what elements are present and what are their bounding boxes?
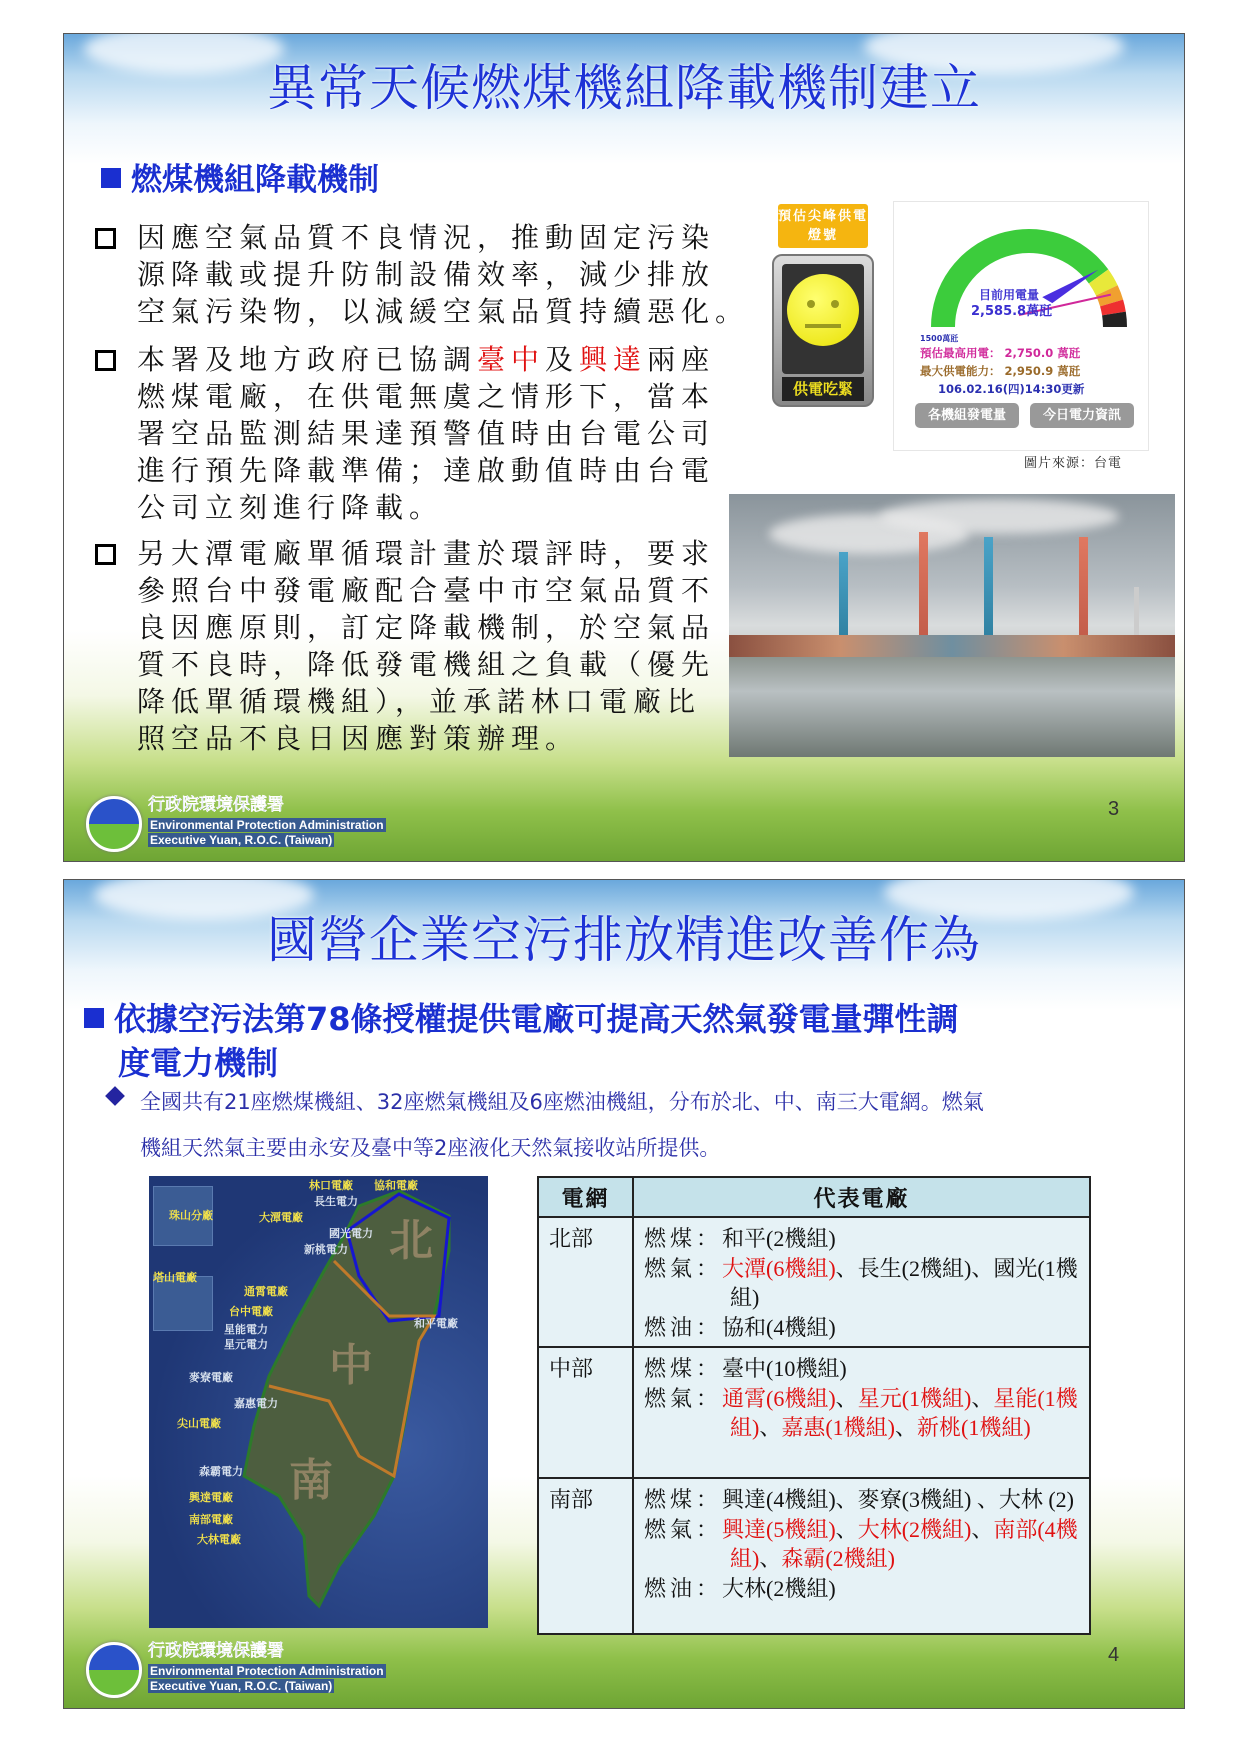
sub-bullet-line1: 全國共有21座燃煤機組、32座燃氣機組及6座燃油機組，分布於北、中、南三大電網。燃氣 xyxy=(140,1090,984,1114)
slide-title: 國營企業空污排放精進改善作為 xyxy=(267,911,981,969)
bullet-line xyxy=(91,610,731,647)
fuel-entry xyxy=(644,1224,1081,1254)
text-segment: 照空品不良日因應對策辦理。 xyxy=(137,724,580,755)
signal-status: 供電吃緊 xyxy=(782,377,864,401)
page-number: 4 xyxy=(1108,1644,1120,1666)
fuel-type-label: 燃油： xyxy=(644,1575,723,1601)
text-segment: 進行預先降載準備；達啟動值時由台電 xyxy=(137,456,716,487)
plant-text: 、 xyxy=(895,1415,918,1440)
plant-text: 興達(4機組)、麥寮(3機組) 、大林 (2) xyxy=(722,1487,1074,1512)
slide-title: 異常天候燃煤機組降載機制建立 xyxy=(267,59,981,117)
plants-cell xyxy=(633,1217,1090,1347)
current-usage-value: 2,585.8萬瓩 xyxy=(971,304,1053,319)
power-gauge-panel xyxy=(893,201,1149,451)
highlight-plant: 嘉惠(1機組) xyxy=(781,1415,895,1440)
logo-cn: 行政院環境保護署 xyxy=(148,1641,284,1661)
fuel-type-label: 燃煤： xyxy=(644,1487,723,1512)
fuel-type-label: 燃煤： xyxy=(644,1226,723,1251)
section-header xyxy=(101,154,379,199)
gauge-dial xyxy=(894,202,1150,342)
col-header-grid: 電網 xyxy=(538,1177,633,1217)
text-segment: 質不良時，降低發電機組之負載（優先 xyxy=(137,650,716,681)
text-segment: 空氣污染物，以減緩空氣品質持續惡化。 xyxy=(137,297,750,328)
plant-text: 協和(4機組) xyxy=(722,1314,836,1340)
text-segment: 降低單循環機組），並承諾林口電廠比 xyxy=(137,687,702,718)
map-plant-label: 嘉惠電力 xyxy=(234,1398,278,1410)
bullet-item xyxy=(91,536,731,758)
section-header-text: 燃煤機組降載機制 xyxy=(131,162,379,198)
bullet-line xyxy=(91,536,731,573)
unit-generation-button[interactable]: 各機組發電量 xyxy=(915,403,1019,428)
region-north: 北 xyxy=(389,1216,433,1265)
highlight-plant: 南部(4機組) xyxy=(730,1516,1078,1571)
bullet-line xyxy=(91,220,731,257)
map-plant-label: 通霄電廠 xyxy=(244,1286,288,1298)
bullet-line xyxy=(91,379,731,416)
text-segment: 公司立刻進行降載。 xyxy=(137,493,444,524)
plants-cell xyxy=(633,1478,1090,1634)
fuel-type-label: 燃氣： xyxy=(644,1385,723,1411)
plant-text: 和平(2機組) xyxy=(722,1226,836,1251)
epa-logo xyxy=(86,1640,416,1700)
highlight-plant: 新桃(1機組) xyxy=(917,1415,1031,1440)
plant-text: 、 xyxy=(971,1516,994,1542)
text-segment: 因應空氣品質不良情況，推動固定污染 xyxy=(137,223,716,254)
region-central: 中 xyxy=(329,1341,373,1390)
grid-cell: 北部 xyxy=(538,1217,633,1347)
highlight-plant: 星能(1機組) xyxy=(730,1385,1078,1440)
slide-3 xyxy=(63,33,1185,862)
diamond-bullet-icon xyxy=(105,1086,125,1106)
map-plant-label: 長生電力 xyxy=(314,1196,358,1208)
highlight-plant: 森霸(2機組) xyxy=(781,1546,895,1571)
text-segment: 良因應原則，訂定降載機制，於空氣品 xyxy=(137,613,716,644)
square-bullet-icon xyxy=(101,168,121,188)
plant-text: 、 xyxy=(759,1546,782,1571)
bullet-line xyxy=(91,684,731,721)
gauge-min-label: 1500萬瓩 xyxy=(920,334,959,343)
map-plant-label: 協和電廠 xyxy=(374,1180,418,1192)
slide-4 xyxy=(63,879,1185,1709)
highlight-plant: 大林(2機組) xyxy=(857,1516,972,1542)
text-segment: 及 xyxy=(545,345,580,376)
bullet-line xyxy=(91,647,731,684)
table-row xyxy=(538,1217,1090,1347)
neutral-face-icon xyxy=(787,274,859,346)
epa-emblem-icon xyxy=(86,796,142,852)
map-plant-label: 林口電廠 xyxy=(309,1180,353,1192)
fuel-entry xyxy=(644,1313,1081,1343)
current-usage-label: 目前用電量 xyxy=(979,288,1040,302)
plant-text: 、長生(2機組)、國光(1機組) xyxy=(730,1255,1078,1310)
gauge-needle xyxy=(1042,270,1098,303)
logo-cn: 行政院環境保護署 xyxy=(148,795,284,815)
fuel-entry xyxy=(644,1485,1081,1515)
text-segment: 參照台中發電廠配合臺中市空氣品質不 xyxy=(137,576,716,607)
map-plant-label: 星能電力 xyxy=(224,1324,268,1336)
sub-bullet-line2: 機組天然氣主要由永安及臺中等2座液化天然氣接收站所提供。 xyxy=(140,1136,721,1160)
today-power-info-button[interactable]: 今日電力資訊 xyxy=(1030,403,1134,428)
fuel-entry xyxy=(644,1574,1081,1604)
highlight-plant: 興達(5機組) xyxy=(722,1516,836,1542)
power-supply-signal-image xyxy=(772,204,874,407)
map-plant-label: 麥寮電廠 xyxy=(189,1372,233,1384)
max-supply: 最大供電能力： 2,950.9 萬瓩 xyxy=(920,364,1081,378)
fuel-entry xyxy=(644,1254,1081,1313)
bullet-item xyxy=(91,220,750,331)
map-plant-label: 台中電廠 xyxy=(229,1306,273,1318)
bullet-line xyxy=(91,573,731,610)
plant-text: 大林(2機組) xyxy=(722,1575,836,1601)
highlight-plant: 通霄(6機組) xyxy=(722,1385,836,1411)
power-plant-photo xyxy=(729,494,1175,757)
bullet-line xyxy=(91,490,731,527)
bullet-line xyxy=(91,257,731,294)
text-segment: 本署及地方政府已協調 xyxy=(137,345,478,376)
map-plant-label: 南部電廠 xyxy=(189,1514,233,1526)
fuel-type-label: 燃油： xyxy=(644,1314,723,1340)
grid-cell: 南部 xyxy=(538,1478,633,1634)
peak-forecast: 預估最高用電： 2,750.0 萬瓩 xyxy=(920,346,1081,360)
power-plant-table xyxy=(537,1176,1091,1635)
update-time: 106.02.16(四)14:30更新 xyxy=(938,382,1085,396)
grid-cell: 中部 xyxy=(538,1347,633,1478)
map-plant-label: 星元電力 xyxy=(224,1339,268,1351)
map-plant-label: 國光電力 xyxy=(329,1228,373,1240)
map-plant-label: 新桃電力 xyxy=(304,1244,348,1256)
bullet-line xyxy=(91,721,731,758)
map-plant-label: 尖山電廠 xyxy=(177,1418,221,1430)
epa-logo xyxy=(86,794,416,854)
fuel-entry xyxy=(644,1515,1081,1574)
plant-text: 、 xyxy=(759,1415,782,1440)
text-segment: 署空品監測結果達預警值時由台電公司 xyxy=(137,419,716,450)
fuel-type-label: 燃氣： xyxy=(644,1255,723,1281)
table-row xyxy=(538,1478,1090,1634)
map-plant-label: 興達電廠 xyxy=(189,1492,233,1504)
bullet-line xyxy=(91,294,750,331)
epa-emblem-icon xyxy=(86,1642,142,1698)
fuel-entry xyxy=(644,1384,1081,1443)
section-header-line1: 依據空污法第78條授權提供電廠可提高天然氣發電量彈性調 xyxy=(114,1000,959,1038)
plant-text: 、 xyxy=(835,1385,858,1411)
highlight-plant: 星元(1機組) xyxy=(857,1385,972,1411)
plant-text: 、 xyxy=(835,1516,858,1542)
table-row xyxy=(538,1347,1090,1478)
checkbox-bullet-icon xyxy=(95,544,116,565)
logo-en1: Environmental Protection Administration xyxy=(150,818,384,832)
map-plant-label: 珠山分廠 xyxy=(169,1210,213,1222)
logo-en2: Executive Yuan, R.O.C. (Taiwan) xyxy=(150,833,333,847)
square-bullet-icon xyxy=(84,1008,104,1028)
logo-en2: Executive Yuan, R.O.C. (Taiwan) xyxy=(150,1679,333,1693)
highlight-plant: 大潭(6機組) xyxy=(722,1255,836,1281)
section-header xyxy=(84,994,959,1040)
text-segment: 另大潭電廠單循環計畫於環評時，要求 xyxy=(137,539,716,570)
section-header-line2: 度電力機制 xyxy=(118,1044,279,1082)
highlight-text: 興達 xyxy=(579,345,648,376)
plant-text: 臺中(10機組) xyxy=(722,1356,847,1381)
image-source-caption: 圖片來源：台電 xyxy=(1024,455,1123,470)
fuel-type-label: 燃煤： xyxy=(644,1356,723,1381)
map-plant-label: 塔山電廠 xyxy=(153,1272,197,1284)
map-plant-label: 大林電廠 xyxy=(197,1534,241,1546)
region-south: 南 xyxy=(289,1456,333,1505)
plant-text: 、 xyxy=(971,1385,994,1411)
plants-cell xyxy=(633,1347,1090,1478)
bullet-line xyxy=(91,416,731,453)
logo-en1: Environmental Protection Administration xyxy=(150,1664,384,1678)
map-plant-label: 和平電廠 xyxy=(414,1318,458,1330)
fuel-entry xyxy=(644,1354,1081,1384)
bullet-line xyxy=(91,342,731,379)
taiwan-power-grid-map xyxy=(149,1176,488,1628)
text-segment: 源降載或提升防制設備效率，減少排放 xyxy=(137,260,716,291)
checkbox-bullet-icon xyxy=(95,350,116,371)
signal-frame xyxy=(772,254,874,407)
col-header-plants: 代表電廠 xyxy=(633,1177,1090,1217)
page-number: 3 xyxy=(1108,798,1120,820)
checkbox-bullet-icon xyxy=(95,228,116,249)
signal-title: 預估尖峰供電燈號 xyxy=(778,204,868,248)
fuel-type-label: 燃氣： xyxy=(644,1516,723,1542)
map-plant-label: 森霸電力 xyxy=(199,1466,243,1478)
text-segment: 兩座 xyxy=(647,345,716,376)
bullet-line xyxy=(91,453,731,490)
highlight-text: 臺中 xyxy=(477,345,546,376)
map-plant-label: 大潭電廠 xyxy=(259,1212,303,1224)
text-segment: 燃煤電廠，在供電無虞之情形下，當本 xyxy=(137,382,716,413)
bullet-item xyxy=(91,342,731,527)
